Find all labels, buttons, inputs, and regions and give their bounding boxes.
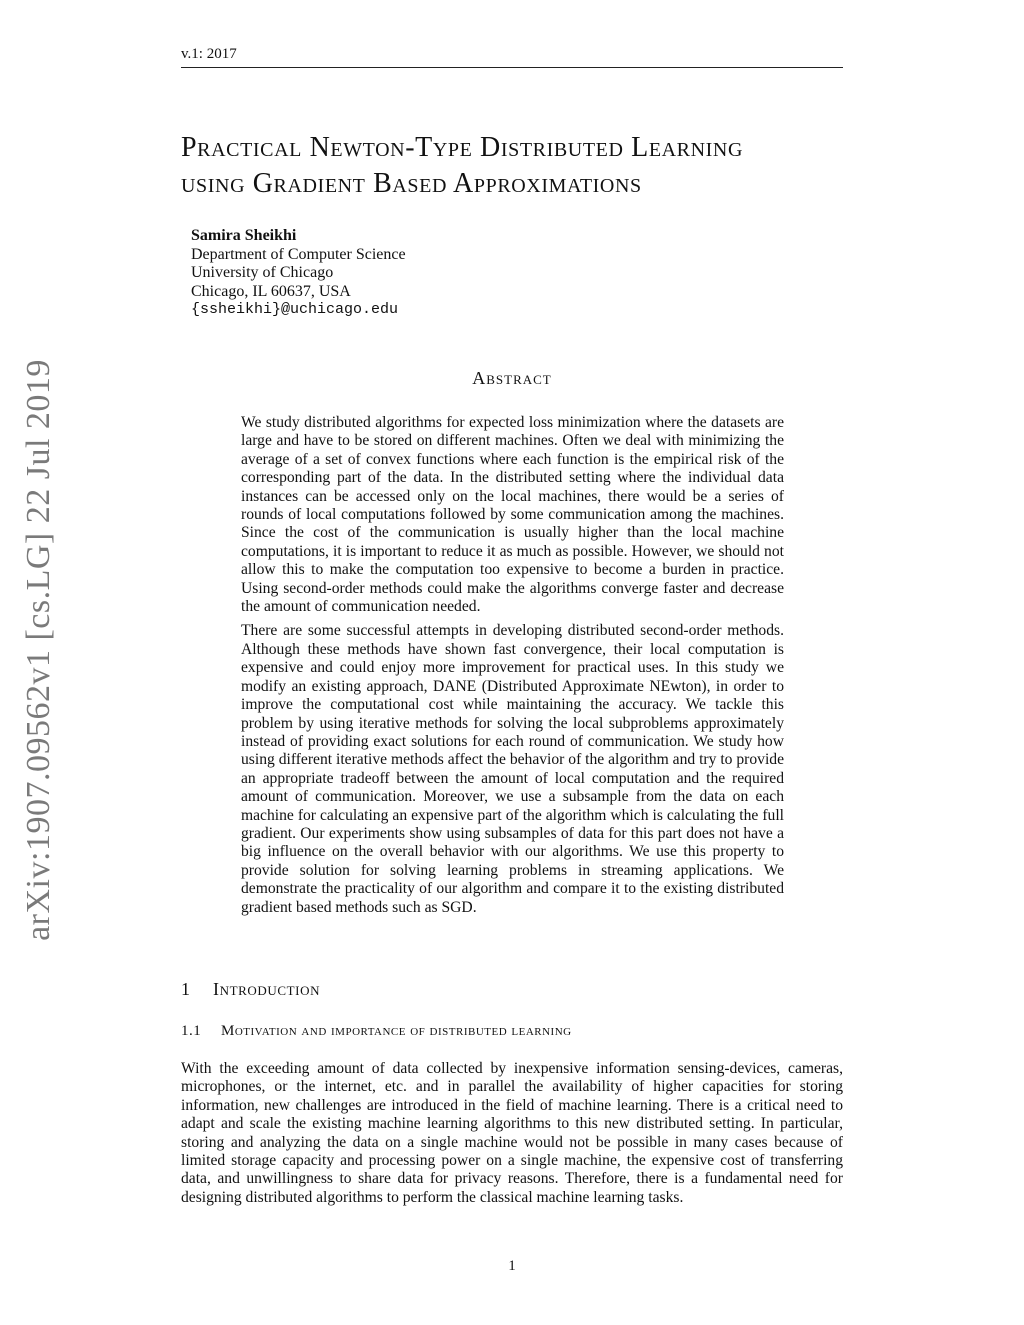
author-address: Chicago, IL 60637, USA: [191, 282, 351, 300]
subsection-heading-motivation: [181, 1023, 781, 1040]
running-header: v.1: 2017: [181, 44, 843, 68]
author-email[interactable]: {ssheikhi}@uchicago.edu: [191, 301, 399, 319]
abstract-heading: Abstract: [472, 368, 552, 388]
page-number: 1: [508, 1258, 516, 1274]
abstract-paragraph-2: There are some successful attempts in developing distributed second-order methods. Although these methods have shown fast convergence, their local computation is expensive and could enjoy more improvement for practical uses. In this study we modify an existing approach, DANE (Distributed Approximate NEwton), in order to improve the computational cost while maintaining the accuracy. We tackle this problem by using iterative methods for solving the local subproblems approximately instead of providing exact solutions for each round of communication. We study how using different iterative methods affect the behavior of the algorithm and try to provide an appropriate tradeoff between the amount of local computation and the required amount of communication. Moreover, we use a subsample from the data on each machine for calculating an expensive part of the algorithm which is calculating the full gradient. Our experiments show using subsamples of data for this part does not have a big influence on the overall behavior with our algorithms. We use this property to provide solution for solving learning problems in streaming applications. We demonstrate the practicality of our algorithm and compare it to the existing distributed gradient based methods such as SGD.: [241, 622, 784, 916]
introduction-body: [181, 1060, 843, 1207]
paper-title: [181, 130, 861, 202]
body-paragraph-1: With the exceeding amount of data collected by inexpensive information sensing-devices, cameras, microphones, or the internet, etc. and in parallel the availability of higher capacities for storing information, new challenges are introduced in the field of machine learning. There is a critical need to adapt and scale the existing machine learning algorithms to this new distributed setting. In particular, storing and analyzing the data on a single machine would not be possible in many cases because of limited storage capacity and processing power on a single machine, the expensive cost of transferring data, and unwillingness to share data for privacy reasons. Therefore, there is a fundamental need for designing distributed algorithms to perform the classical machine learning tasks.: [181, 1060, 843, 1206]
subsection-title: Motivation and importance of distributed learning: [221, 1023, 572, 1039]
abstract-body: [241, 414, 784, 923]
author-university: University of Chicago: [191, 264, 334, 282]
subsection-number: 1.1: [181, 1023, 202, 1039]
author-block: [191, 227, 591, 320]
section-number: 1: [181, 979, 191, 999]
section-heading-introduction: [181, 979, 781, 1000]
title-line-1: Practical Newton-Type Distributed Learning: [181, 132, 744, 163]
author-name: Samira Sheikhi: [191, 227, 297, 244]
title-line-2: using Gradient Based Approximations: [181, 168, 642, 199]
section-title: Introduction: [213, 979, 321, 999]
abstract-paragraph-1: We study distributed algorithms for expected loss minimization where the datasets are large and have to be stored on different machines. Often we deal with minimizing the average of a set of convex functions where each function is the empirical risk of the corresponding part of the data. In the distributed setting where the individual data instances can be accessed only on the local machines, there would be a series of rounds of local computations followed by some communication among the machines. Since the cost of the communication is usually higher than the local machine computations, it is important to reduce it as much as possible. However, we should not allow this to make the computation too expensive to become a burden in practice. Using second-order methods could make the algorithms converge faster and decrease the amount of communication needed.: [241, 414, 784, 616]
author-department: Department of Computer Science: [191, 245, 406, 263]
arxiv-identifier-stamp: arXiv:1907.09562v1 [cs.LG] 22 Jul 2019: [20, 359, 57, 941]
